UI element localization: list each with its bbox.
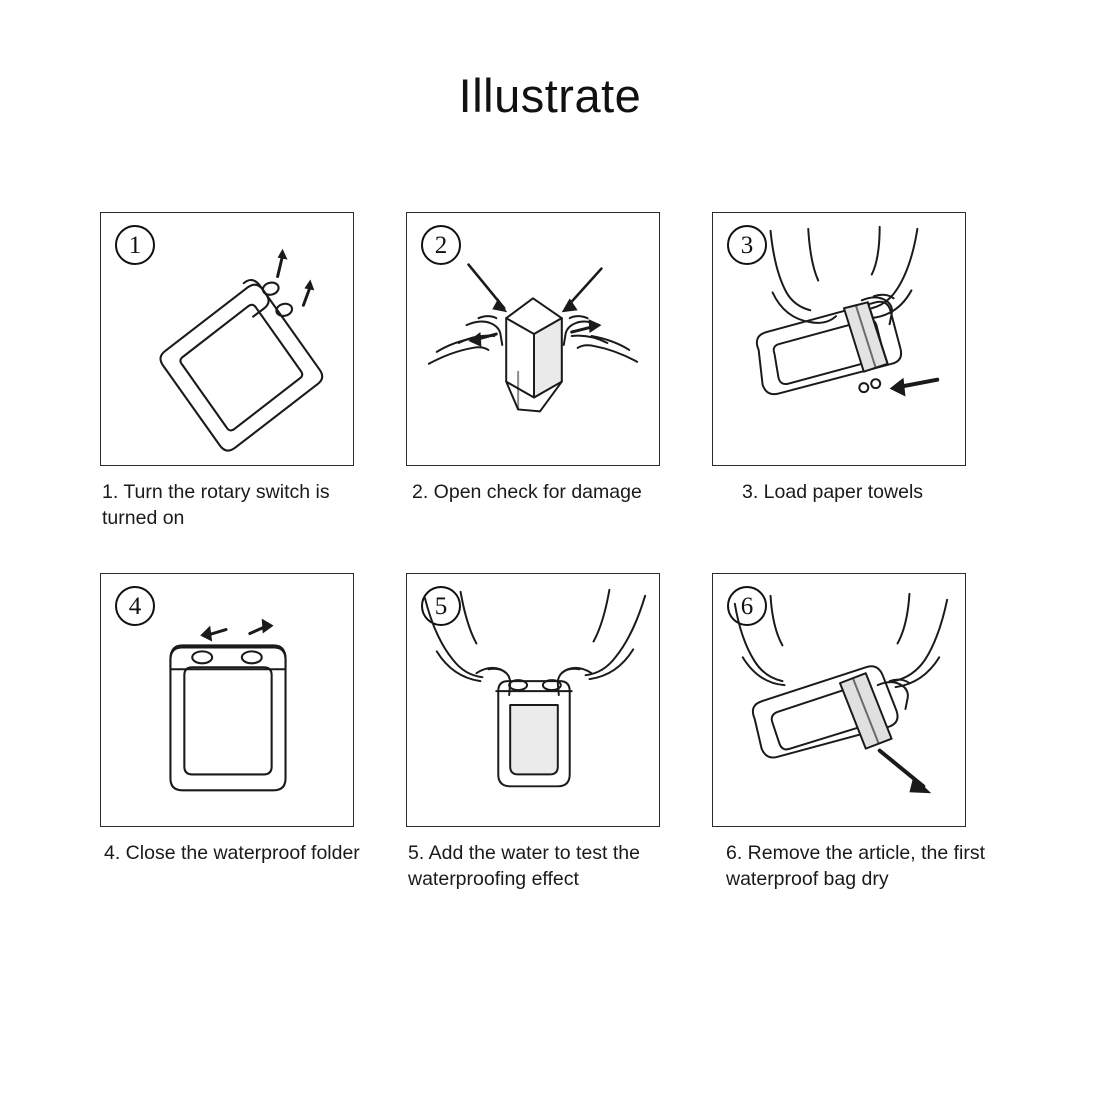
step-caption-1: 1. Turn the rotary switch is turned on <box>102 481 330 529</box>
hands-loading-paper-towels-icon <box>713 213 965 465</box>
step-number-badge-3: 3 <box>727 225 767 265</box>
step-frame-3 <box>712 212 966 466</box>
closed-waterproof-pouch-icon <box>101 574 353 826</box>
step-number-badge-5: 5 <box>421 586 461 626</box>
step-frame-1 <box>100 212 354 466</box>
hands-removing-article-icon <box>713 574 965 826</box>
step-caption-3: 3. Load paper towels <box>742 481 924 503</box>
step-number-badge-6: 6 <box>727 586 767 626</box>
step-number-badge-1: 1 <box>115 225 155 265</box>
illustration-grid <box>92 212 1012 935</box>
step-caption-2: 2. Open check for damage <box>412 481 642 503</box>
step-frame-4 <box>100 573 354 827</box>
step-caption-4: 4. Close the waterproof folder <box>104 842 360 865</box>
step-card-3 <box>704 212 1010 531</box>
page-title: Illustrate <box>458 69 642 122</box>
waterproof-pouch-tilted-with-arrows-icon <box>101 213 353 465</box>
step-card-4 <box>92 573 398 892</box>
step-card-2 <box>398 212 704 531</box>
step-card-1 <box>92 212 398 531</box>
step-card-5 <box>398 573 704 892</box>
step-frame-6 <box>712 573 966 827</box>
step-frame-2 <box>406 212 660 466</box>
step-frame-5 <box>406 573 660 827</box>
step-number-badge-4: 4 <box>115 586 155 626</box>
step-caption-5: 5. Add the water to test the waterproofing effect <box>408 842 640 891</box>
step-card-6 <box>704 573 1010 892</box>
step-number-badge-2: 2 <box>421 225 461 265</box>
hands-filling-pouch-with-water-icon <box>407 574 659 826</box>
step-caption-6: 6. Remove the article, the first waterproof bag dry <box>726 842 986 891</box>
hands-opening-pouch-icon <box>407 213 659 465</box>
